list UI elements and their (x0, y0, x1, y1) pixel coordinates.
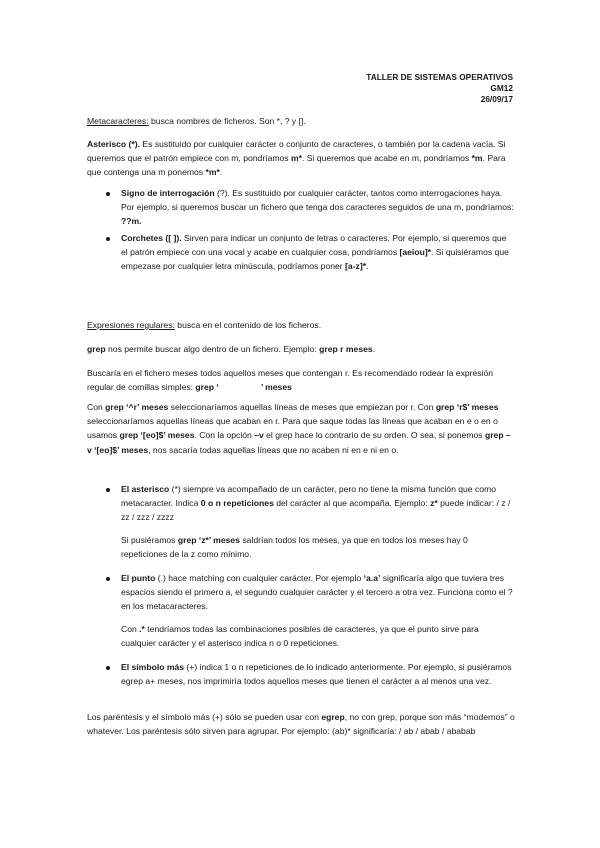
closing-paragraph (87, 710, 515, 738)
document-header (366, 72, 513, 105)
meta-heading: Metacaracteres: (87, 116, 149, 126)
bullet-icon (106, 192, 110, 196)
brackets-example-1: [aeiou]* (399, 247, 432, 258)
regex-asterisk-note-example: grep ‘z*’ meses (177, 535, 240, 545)
dot-label: El punto (121, 573, 156, 583)
dot-note-text-2: tendríamos todas las combinaciones posibles de caracteres, ya que el punto sirve para cualquier carácter y el asterisco indica n o 0 repeticiones. (121, 624, 479, 649)
dot-item (121, 571, 515, 614)
asterisk-example-2: *m (471, 153, 483, 164)
closing-text-2: , no con grep, porque son más “modernos” o whatever. Los paréntesis sólo sirven para agrupar. Por ejemplo: (ab)* significaría: / ab / abab / ababab (87, 712, 515, 737)
bullet-icon (106, 488, 110, 492)
question-mark-item (121, 186, 515, 229)
regex-asterisk-text-1: (*) siempre va acompañado de un carácter, pero no tiene la misma función que como metacaracter. Indica (121, 484, 496, 509)
quotes-text: Buscaría en el fichero meses todos aquellos meses que contengan r. Es recomendado rodear la expresión regular de comillas simples: (87, 368, 494, 393)
meta-intro: busca nombres de ficheros. Son *, ? y []. (148, 116, 306, 126)
regex-asterisk-example: z* (430, 498, 438, 509)
anchors-text-4: . Con la opción (194, 430, 255, 441)
asterisk-paragraph (87, 137, 515, 180)
meta-heading-paragraph (87, 114, 515, 128)
dot-text-2: significaría algo que tuviera tres espacios siendo el primero a, el segundo cualquier carácter y el tercero a otra vez. Funciona como el ? en los metacaracteres. (121, 573, 513, 612)
quotes-example-start: grep ‘ (195, 382, 219, 393)
asterisk-example-1: m* (290, 153, 302, 164)
asterisk-text-3: . Para que contenga una m ponemos (87, 153, 506, 178)
grep-keyword: grep (87, 344, 106, 354)
regex-asterisk-note-text-1: Si pusiéramos (121, 535, 178, 545)
regex-asterisk-text-2: del carácter al que acompaña. Ejemplo: (273, 498, 431, 509)
dot-note-example: .* (139, 624, 145, 634)
closing-text-1: Los paréntesis y el símbolo más (+) sólo se pueden usar con (87, 712, 322, 722)
anchors-example-4: grep –v ‘[eo]$’ meses (87, 430, 511, 455)
regex-asterisk-text-3: puede indicar: / z / zz / zzz / zzzz (121, 498, 511, 523)
brackets-label: Corchetes ([ ]). (121, 233, 182, 243)
plus-item (121, 660, 515, 688)
bullet-icon (106, 577, 110, 581)
grep-example: grep r meses (319, 344, 373, 354)
anchors-paragraph (87, 400, 515, 457)
regex-asterisk-note-text-2: saldrían todos los meses, ya que en todos los meses hay 0 repeticiones de la z como mínimo. (121, 535, 468, 560)
anchors-example-2: grep ‘r$’ meses (435, 402, 499, 412)
grep-intro-end: . (372, 344, 376, 354)
anchors-text-3: seleccionaríamos aquellas líneas que acaban en r. Para que saque todas las líneas que acaban en e o en o usamos (87, 416, 498, 441)
anchors-text-2: seleccionaríamos aquellas líneas de meses que empiezan por r. Con (168, 402, 436, 412)
asterisk-example-3: *m* (205, 167, 220, 178)
dot-note (121, 622, 515, 650)
brackets-text-3: . (366, 261, 369, 272)
brackets-text-1: Sirven para indicar un conjunto de letras o caracteres. Por ejemplo, si queremos que el patrón empiece con una vocal y acabe en cualquier cosa, pondríamos (121, 233, 507, 258)
plus-text: (+) indica 1 o n repeticiones de lo indicado anteriormente. Por ejemplo, si pusiéramos egrep a+ meses, nos imprimiría todos aquellos meses que tienen el carácter a al menos una vez. (121, 662, 512, 687)
regex-intro: busca en el contenido de los ficheros. (174, 320, 322, 330)
anchors-example-3: grep ‘[eo]$’ meses (119, 430, 195, 441)
quotes-example-end: ’ meses (260, 382, 292, 393)
regex-asterisk-item (121, 482, 515, 525)
grep-intro-paragraph (87, 342, 515, 356)
closing-emphasis: egrep (321, 712, 345, 722)
anchors-option: –v (254, 430, 264, 441)
question-mark-label: Signo de interrogación (121, 188, 215, 198)
anchors-example-1: grep ‘^r’ meses (105, 402, 169, 412)
regex-asterisk-emphasis: 0 o n repeticiones (200, 498, 274, 509)
grep-intro-text: nos permite buscar algo dentro de un fichero. Ejemplo: (105, 344, 320, 354)
anchors-text-6: , nos sacaría todas aquellas líneas que no acaben ni en e ni en o. (148, 444, 399, 455)
regex-heading: Expresiones regulares: (87, 320, 175, 330)
asterisk-label: Asterisco (*). (87, 139, 141, 149)
regex-heading-paragraph (87, 318, 515, 332)
dot-text-1: (.) hace matching con cualquier carácter. Por ejemplo (155, 573, 364, 583)
quotes-paragraph (87, 366, 515, 394)
brackets-example-2: [a-z]* (345, 261, 367, 272)
asterisk-text-2: . Si queremos que acabe en m, pondríamos (301, 153, 472, 164)
brackets-text-2: . Si quisiéramos que empezase por cualquier letra minúscula, podríamos poner (121, 247, 509, 272)
regex-asterisk-label: El asterisco (121, 484, 170, 494)
anchors-text-5: el grep hace lo contrario de su orden. O sea, si ponemos (263, 430, 485, 441)
brackets-item (121, 231, 515, 274)
bullet-icon (106, 237, 110, 241)
course-title: TALLER DE SISTEMAS OPERATIVOS (366, 72, 513, 82)
dot-example: ‘a.a’ (363, 573, 381, 583)
question-mark-example: ??m. (121, 216, 142, 227)
document-date: 26/09/17 (480, 94, 513, 104)
dot-note-text-1: Con (121, 624, 140, 634)
asterisk-text-4: . (219, 167, 223, 178)
bullet-icon (106, 666, 110, 670)
regex-asterisk-note (121, 533, 515, 561)
plus-label: El símbolo más (121, 662, 185, 672)
question-mark-text: (?). Es sustituido por cualquier carácter, tantos como interrogaciones haya. Por ejemplo, si queremos buscar un fichero que tenga dos caracteres seguidos de una m, pondríamos: (121, 188, 514, 213)
asterisk-text-1: Es sustituido por cualquier carácter o conjunto de caracteres, o también por la cadena vacía. Si queremos que el patrón empiece con m, pondríamos (87, 139, 506, 164)
anchors-text-1: Con (87, 402, 106, 412)
group-code: GM12 (490, 83, 513, 93)
